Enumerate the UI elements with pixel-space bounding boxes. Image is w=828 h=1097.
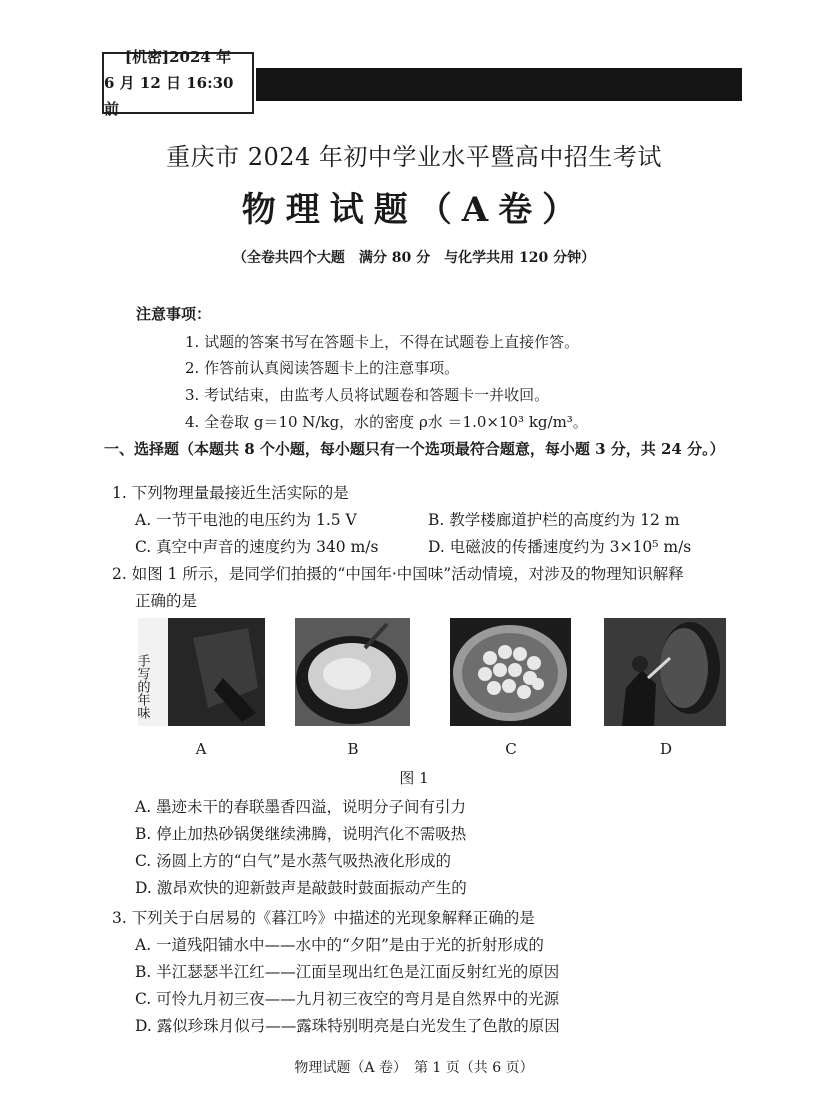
section-heading: 一、选择题（本题共 8 个小题，每小题只有一个选项最符合题意，每小题 3 分，共 24 分。） (104, 440, 725, 458)
question-3-option-b: B. 半江瑟瑟半江红——江面呈现出红色是江面反射红光的原因 (135, 963, 560, 981)
question-2-option-a: A. 墨迹未干的春联墨香四溢，说明分子间有引力 (135, 798, 467, 816)
exam-title: 重庆市 2024 年初中学业水平暨高中招生考试 (166, 143, 662, 171)
confidential-line-1: [机密]2024 年 (124, 48, 232, 66)
figure-label-b: B (347, 740, 359, 758)
figure-label-c: C (505, 740, 517, 758)
figure-photo-a-couplet (134, 618, 265, 726)
confidential-line-2: 6 月 12 日 16:30 前 (104, 74, 234, 118)
paper-title: 物理试题（A卷） (241, 190, 587, 230)
exam-info: （全卷共四个大题 满分 80 分 与化学共用 120 分钟） (232, 250, 596, 266)
header-black-bar (256, 68, 742, 101)
figure-label-d: D (659, 740, 673, 758)
question-2-option-b: B. 停止加热砂锅煲继续沸腾，说明汽化不需吸热 (135, 825, 467, 843)
note-item: 4. 全卷取 g＝10 N/kg，水的密度 ρ水 ＝1.0×10³ kg/m³。 (185, 413, 588, 431)
question-3-option-a: A. 一道残阳铺水中——水中的“夕阳”是由于光的折射形成的 (135, 936, 544, 954)
question-3-stem: 3. 下列关于白居易的《暮江吟》中描述的光现象解释正确的是 (112, 909, 535, 927)
page-footer: 物理试题（A 卷） 第 1 页（共 6 页） (294, 1060, 534, 1076)
question-1-option-a: A. 一节干电池的电压约为 1.5 V (135, 511, 357, 529)
figure-photo-c-tangyuan (450, 618, 571, 726)
photo-a-calligraphy-text: 手写的年味 (134, 654, 150, 719)
figure-photo-d-drum (604, 618, 726, 726)
question-1-stem: 1. 下列物理量最接近生活实际的是 (112, 484, 349, 502)
note-item: 1. 试题的答案书写在答题卡上，不得在试题卷上直接作答。 (185, 333, 580, 351)
question-2-option-c: C. 汤圆上方的“白气”是水蒸气吸热液化形成的 (135, 852, 452, 870)
note-item: 3. 考试结束，由监考人员将试题卷和答题卡一并收回。 (185, 386, 550, 404)
notes-heading: 注意事项： (136, 305, 212, 323)
figure-label-a: A (195, 740, 207, 758)
confidential-box (102, 48, 254, 118)
figure-caption: 图 1 (399, 769, 429, 787)
question-2-stem: 2. 如图 1 所示，是同学们拍摄的“中国年·中国味”活动情境，对涉及的物理知识解释 (112, 565, 684, 583)
question-1-option-d: D. 电磁波的传播速度约为 3×10⁵ m/s (428, 538, 692, 556)
note-item: 2. 作答前认真阅读答题卡上的注意事项。 (185, 359, 460, 377)
figure-photo-b-claypot (295, 618, 410, 726)
question-1-option-b: B. 教学楼廊道护栏的高度约为 12 m (428, 511, 680, 529)
question-3-option-c: C. 可怜九月初三夜——九月初三夜空的弯月是自然界中的光源 (135, 990, 560, 1008)
question-3-option-d: D. 露似珍珠月似弓——露珠特别明亮是白光发生了色散的原因 (135, 1017, 560, 1035)
question-2-stem-continued: 正确的是 (135, 592, 198, 610)
question-1-option-c: C. 真空中声音的速度约为 340 m/s (135, 538, 379, 556)
question-2-option-d: D. 激昂欢快的迎新鼓声是敲鼓时鼓面振动产生的 (135, 879, 467, 897)
